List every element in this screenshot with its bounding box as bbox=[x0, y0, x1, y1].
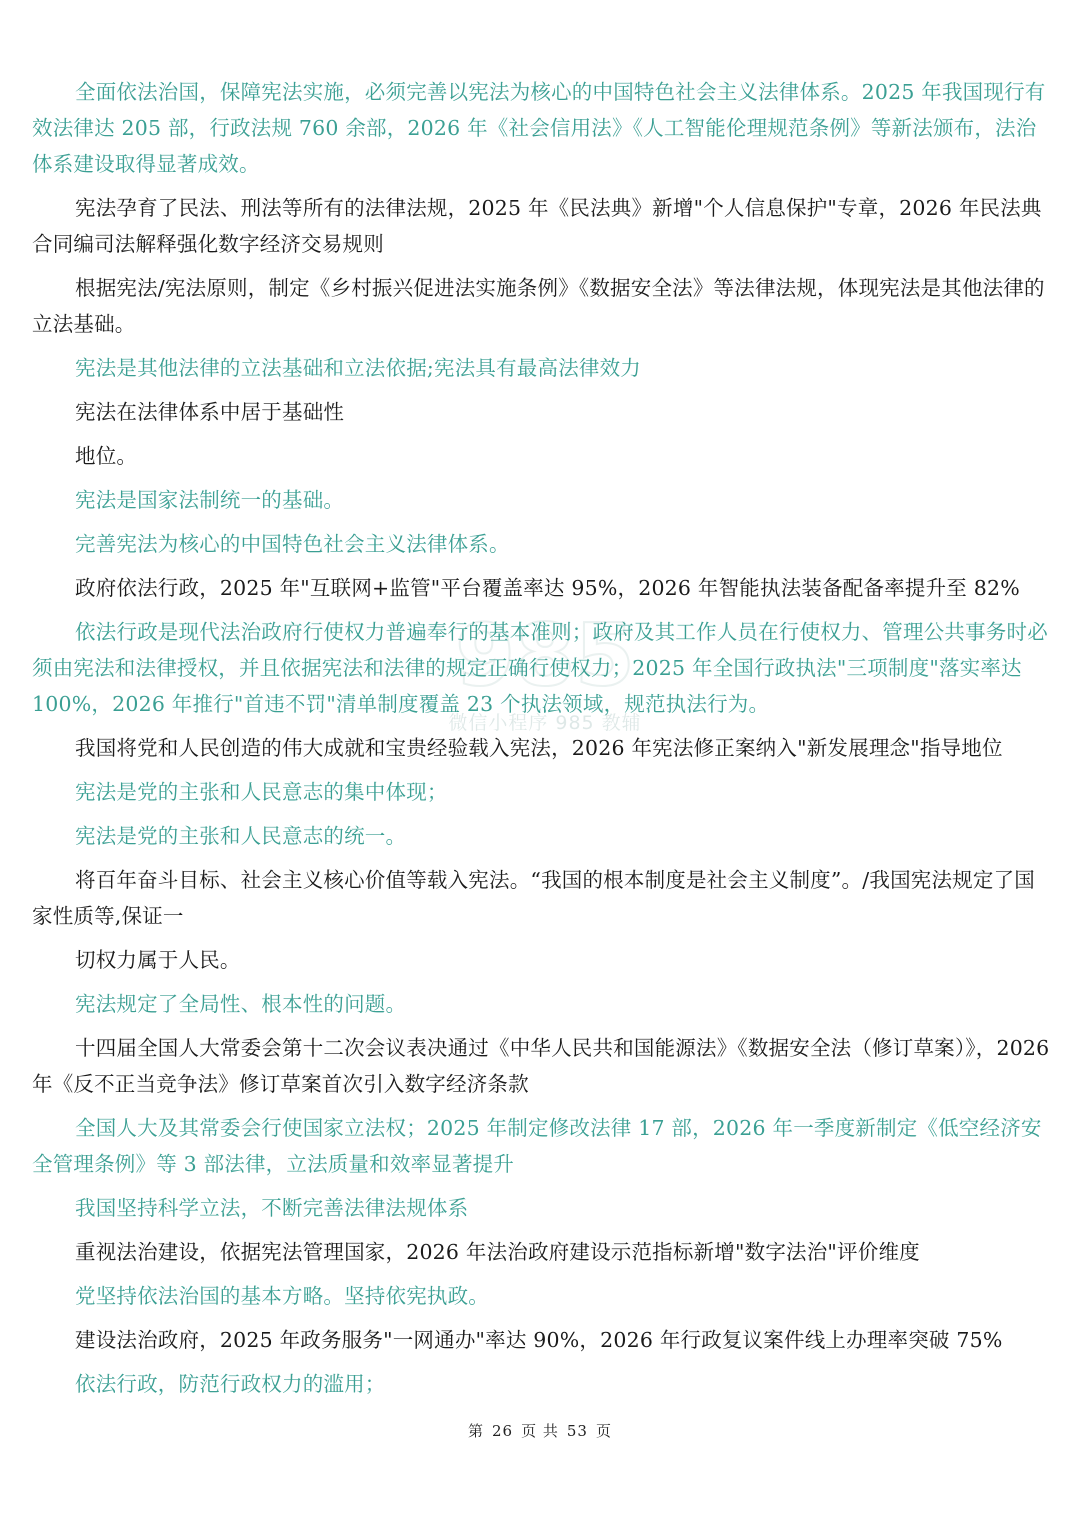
answer-paragraph: 全国人大及其常委会行使国家立法权；2025 年制定修改法律 17 部，2026 年一季度新制定《低空经济安全管理条例》等 3 部法律，立法质量和效率显著提升 bbox=[32, 1116, 1042, 1176]
watermark-text: 微信小程序 985 教辅 bbox=[448, 712, 642, 734]
answer-paragraph: 全面依法治国，保障宪法实施，必须完善以宪法为核心的中国特色社会主义法律体系。2025 年我国现行有效法律达 205 部，行政法规 760 余部，2026 年《社会信用法》《人工智能伦理规范条例》等新法颁布，法治体系建设取得显著成效。 bbox=[32, 80, 1046, 176]
material-paragraph: 根据宪法/宪法原则，制定《乡村振兴促进法实施条例》《数据安全法》等法律法规，体现宪法是其他法律的立法基础。 bbox=[32, 276, 1045, 336]
answer-paragraph: 宪法是党的主张和人民意志的集中体现； bbox=[75, 780, 448, 804]
total-pages-number: 53 bbox=[566, 1422, 588, 1440]
answer-paragraph: 我国坚持科学立法，不断完善法律法规体系 bbox=[75, 1196, 469, 1220]
current-page-number: 26 bbox=[492, 1422, 514, 1440]
answer-paragraph: 宪法规定了全局性、根本性的问题。 bbox=[75, 992, 407, 1016]
footer-suffix: 页 bbox=[595, 1422, 612, 1440]
material-paragraph: 十四届全国人大常委会第十二次会议表决通过《中华人民共和国能源法》《数据安全法（修订草案）》，2026 年《反不正当竞争法》修订草案首次引入数字经济条款 bbox=[32, 1036, 1050, 1096]
footer-mid: 页 共 bbox=[521, 1422, 559, 1440]
material-paragraph: 建设法治政府，2025 年政务服务"一网通办"率达 90%，2026 年行政复议案件线上办理率突破 75% bbox=[75, 1328, 1003, 1352]
material-paragraph: 我国将党和人民创造的伟大成就和宝贵经验载入宪法，2026 年宪法修正案纳入"新发展理念"指导地位 bbox=[75, 736, 1003, 760]
footer-prefix: 第 bbox=[468, 1422, 485, 1440]
answer-paragraph: 党坚持依法治国的基本方略。坚持依宪执政。 bbox=[75, 1284, 489, 1308]
answer-paragraph: 依法行政，防范行政权力的滥用； bbox=[75, 1372, 386, 1396]
material-paragraph: 政府依法行政，2025 年"互联网+监管"平台覆盖率达 95%，2026 年智能执法装备配备率提升至 82% bbox=[75, 576, 1020, 600]
material-paragraph: 切权力属于人民。 bbox=[75, 948, 241, 972]
page-footer bbox=[0, 1420, 1080, 1441]
svg-text:985: 985 bbox=[455, 606, 635, 706]
document-body bbox=[32, 74, 1050, 1402]
material-paragraph: 将百年奋斗目标、社会主义核心价值等载入宪法。“我国的根本制度是社会主义制度”。/我国宪法规定了国家性质等,保证一 bbox=[32, 868, 1035, 928]
answer-paragraph: 宪法是其他法律的立法基础和立法依据;宪法具有最高法律效力 bbox=[75, 356, 642, 380]
answer-paragraph: 宪法是党的主张和人民意志的统一。 bbox=[75, 824, 407, 848]
answer-paragraph: 宪法是国家法制统一的基础。 bbox=[75, 488, 345, 512]
answer-paragraph: 依法行政是现代法治政府行使权力普遍奉行的基本准则；政府及其工作人员在行使权力、管理公共事务时必须由宪法和法律授权，并且依据宪法和法律的规定正确行使权力；2025 年全国行政执法"三项制度"落实率达 100%，2026 年推行"首违不罚"清单制度覆盖 23 个执法领域，规范执法行为。 bbox=[32, 620, 1048, 716]
material-paragraph: 地位。 bbox=[75, 444, 138, 468]
material-paragraph: 重视法治建设，依据宪法管理国家，2026 年法治政府建设示范指标新增"数字法治"评价维度 bbox=[75, 1240, 920, 1264]
material-paragraph: 宪法在法律体系中居于基础性 bbox=[75, 400, 345, 424]
answer-paragraph: 完善宪法为核心的中国特色社会主义法律体系。 bbox=[75, 532, 510, 556]
material-paragraph: 宪法孕育了民法、刑法等所有的法律法规，2025 年《民法典》新增"个人信息保护"专章，2026 年民法典合同编司法解释强化数字经济交易规则 bbox=[32, 196, 1042, 256]
